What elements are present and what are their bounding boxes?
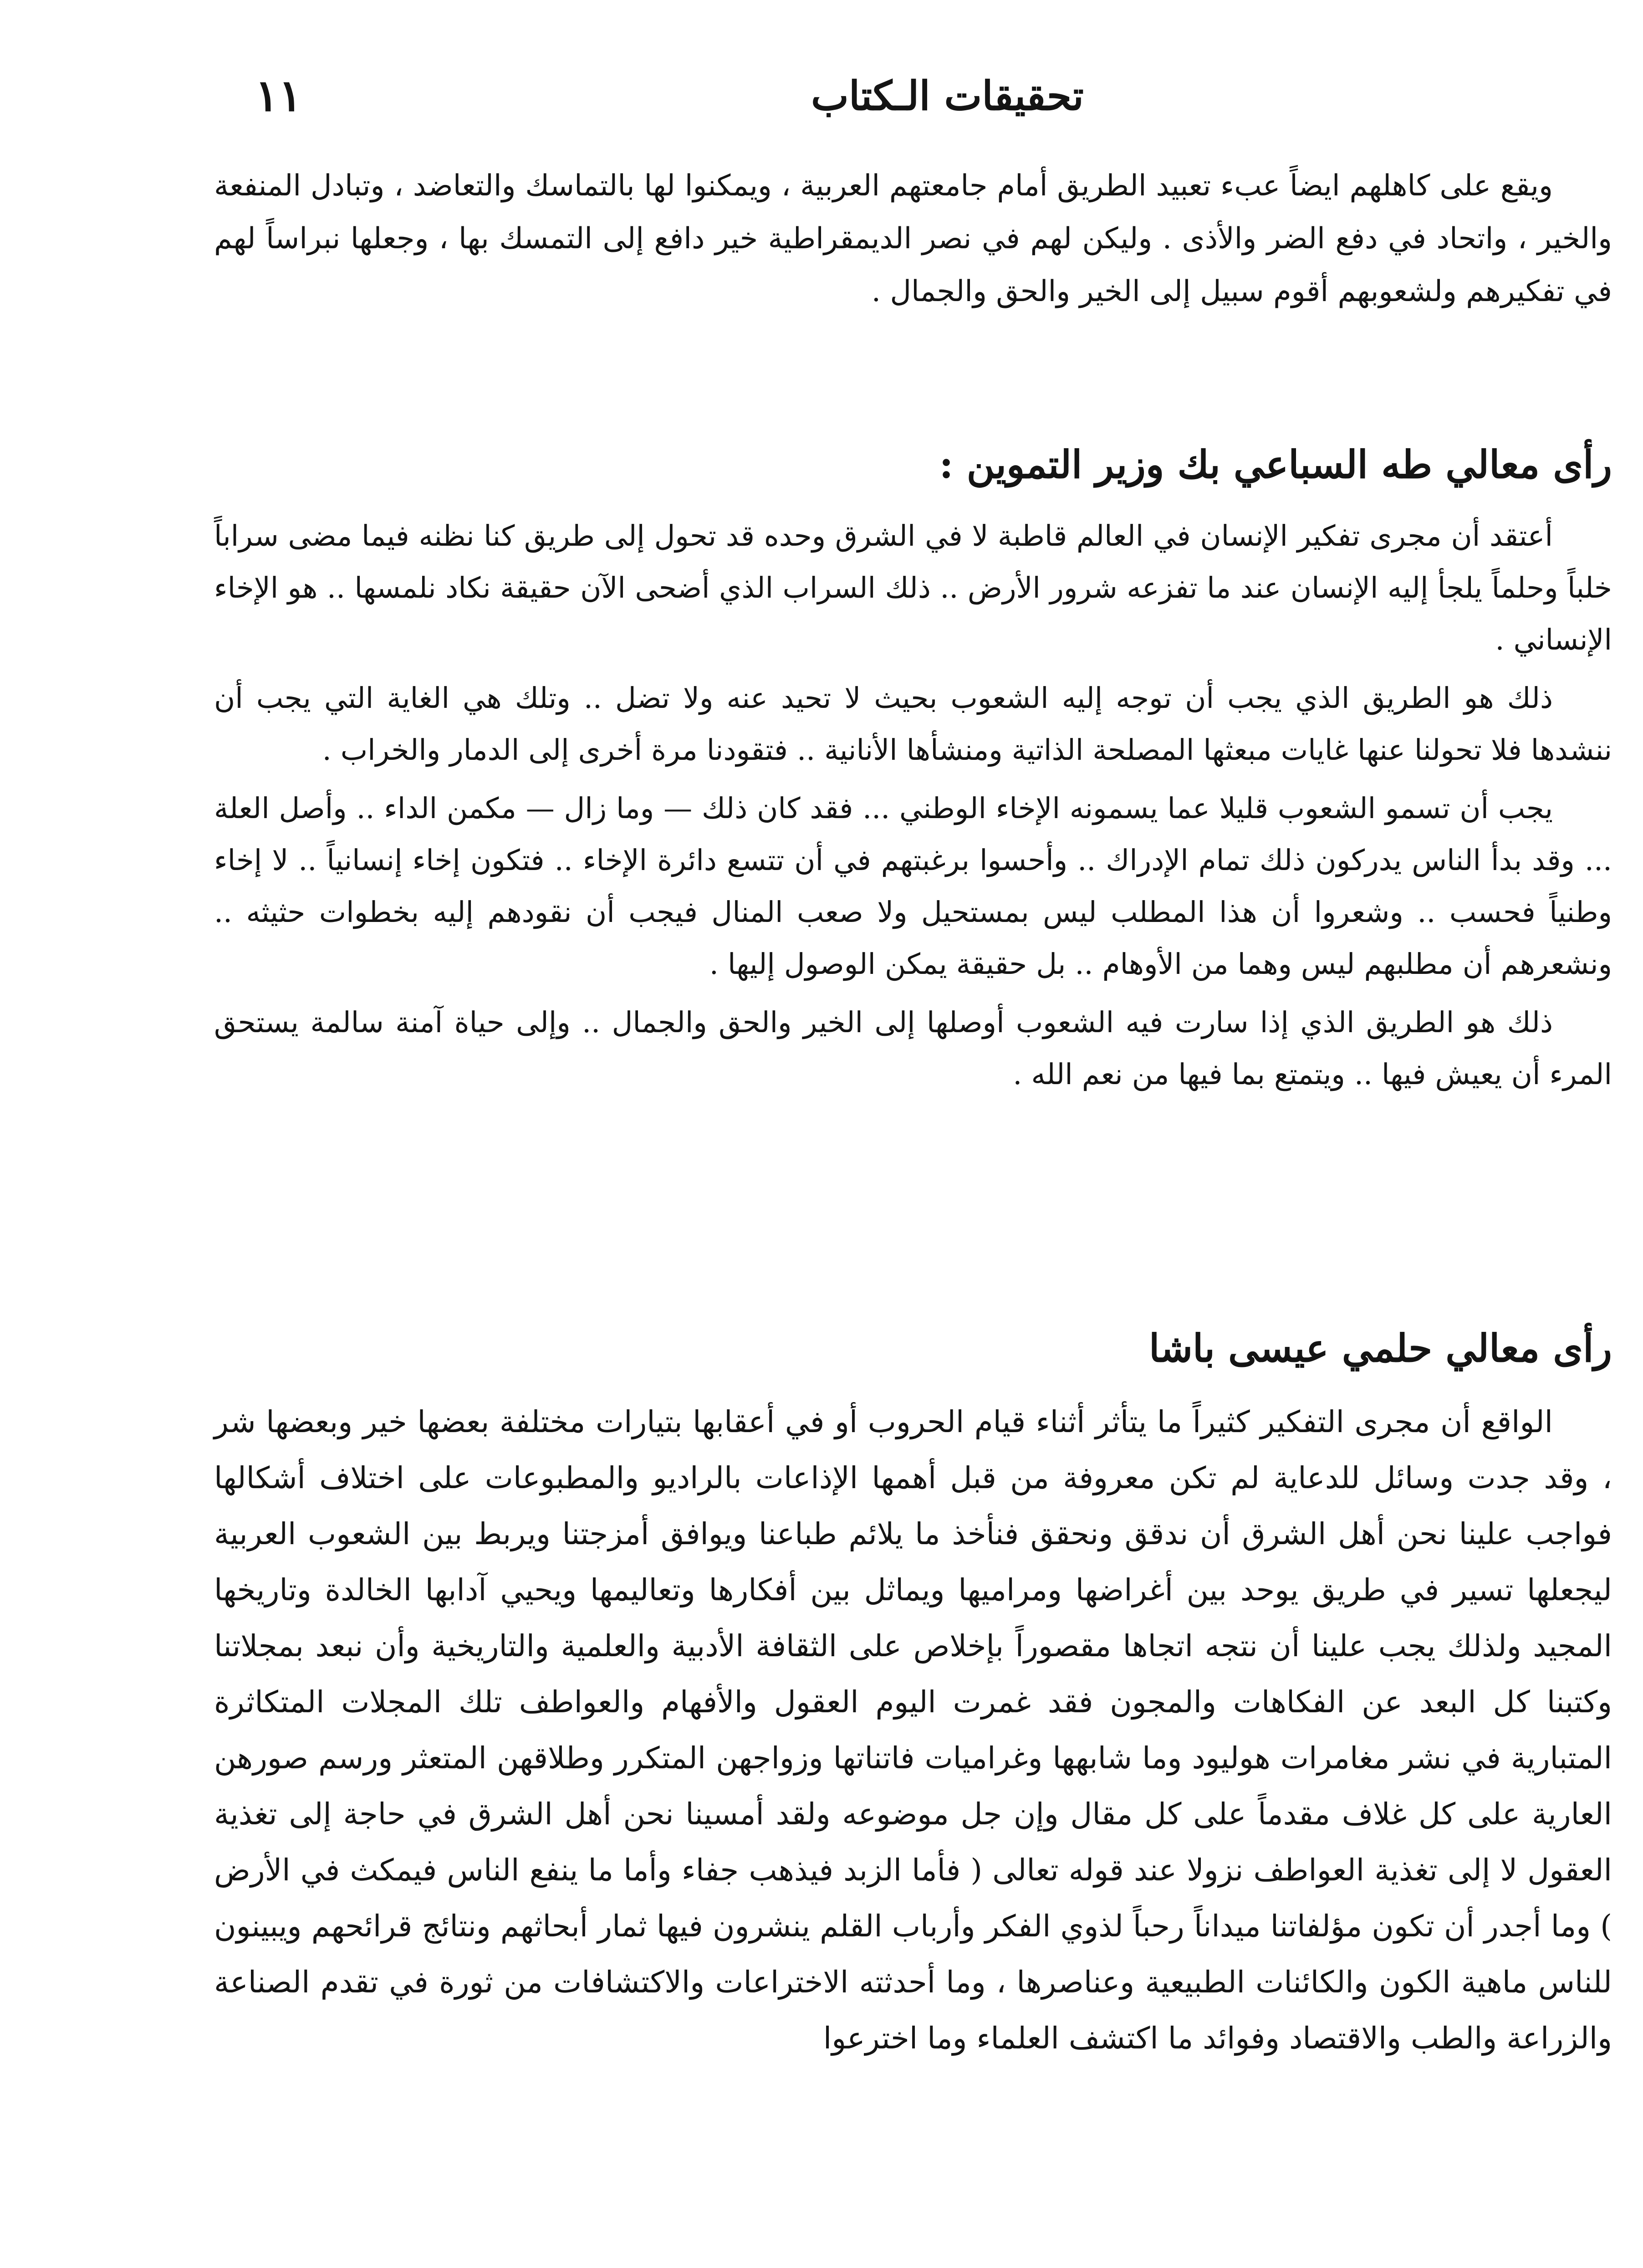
section-heading-taha-elsebaei: رأى معالي طه السباعي بك وزير التموين : [939,442,1612,487]
paragraph: أعتقد أن مجرى تفكير الإنسان في العالم قاطبة لا في الشرق وحده قد تحول إلى طريق كنا نظنه فيما مضى سراباً خلباً وحلماً يلجأ إليه الإنسان عند ما تفزعه شرور الأرض .. ذلك السراب الذي أضحى الآن حقيقة نكاد نلمسها .. هو الإخاء الإنساني . [214,519,1612,656]
paragraph: الواقع أن مجرى التفكير كثيراً ما يتأثر أثناء قيام الحروب أو في أعقابها بتيارات مختلفة بعضها خير وبعضها شر ، وقد جدت وسائل للدعاية لم تكن معروفة من قبل أهمها الإذاعات بالراديو والمطبوعات على اختلاف أشكالها فواجب علينا نحن أهل الشرق أن ندقق ونحقق فنأخذ ما يلائم طباعنا ويوافق أمزجتنا ويربط بين الشعوب العربية ليجعلها تسير في طريق يوحد بين أغراضها ومراميها ويماثل بين أفكارها وتعاليمها ويحيي آدابها الخالدة وتاريخها المجيد ولذلك يجب علينا أن نتجه اتجاها مقصوراً بإخلاص على الثقافة الأدبية والعلمية والتاريخية وأن نبعد بمجلاتنا وكتبنا كل البعد عن الفكاهات والمجون فقد غمرت اليوم العقول والأفهام والعواطف تلك المجلات المتكاثرة المتبارية في نشر مغامرات هوليود وما شابهها وغراميات فاتناتها وزواجهن المتكرر وطلاقهن المتعثر ورسم صورهن العارية على كل غلاف مقدماً على كل مقال وإن جل موضوعه ولقد أمسينا نحن أهل الشرق في حاجة إلى تغذية العقول لا إلى تغذية العواطف نزولا عند قوله تعالى ( فأما الزبد فيذهب جفاء وأما ما ينفع الناس فيمكث في الأرض ) وما أجدر أن تكون مؤلفاتنا ميداناً رحباً لذوي الفكر وأرباب القلم ينشرون فيها ثمار أبحاثهم ونتائج قرائحهم ويبينون للناس ماهية الكون والكائنات الطبيعية وعناصرها ، وما أحدثته الاختراعات والاكتشافات من ثورة في تقدم الصناعة والزراعة والطب والاقتصاد وفوائد ما اكتشف العلماء وما اخترعوا [214,1404,1612,2056]
intro-paragraph: ويقع على كاهلهم ايضاً عبء تعبيد الطريق أمام جامعتهم العربية ، ويمكنوا لها بالتماسك والتعاضد ، وتبادل المنفعة والخير ، واتحاد في دفع الضر والأذى . وليكن لهم في نصر الديمقراطية خير دافع إلى التمسك بها ، وجعلها نبراساً لهم في تفكيرهم ولشعوبهم أقوم سبيل إلى الخير والحق والجمال . [214,169,1612,308]
paragraph: ذلك هو الطريق الذي يجب أن توجه إليه الشعوب بحيث لا تحيد عنه ولا تضل .. وتلك هي الغاية التي يجب أن ننشدها فلا تحولنا عنها غايات مبعثها المصلحة الذاتية ومنشأها الأنانية .. فتقودنا مرة أخرى إلى الدمار والخراب . [214,681,1612,767]
paragraph: يجب أن تسمو الشعوب قليلا عما يسمونه الإخاء الوطني ... فقد كان ذلك — وما زال — مكمن الداء .. وأصل العلة ... وقد بدأ الناس يدركون ذلك تمام الإدراك .. وأحسوا برغبتهم في أن تتسع دائرة الإخاء .. فتكون إخاء إنسانياً .. لا إخاء وطنياً فحسب .. وشعروا أن هذا المطلب ليس بمستحيل ولا صعب المنال فيجب أن نقودهم إليه بخطوات حثيثه .. ونشعرهم أن مطلبهم ليس وهما من الأوهام .. بل حقيقة يمكن الوصول إليها . [214,792,1612,981]
page-number: ١١ [255,70,302,121]
section-helmy-eissa [214,1394,1612,2066]
intro-block [214,159,1612,318]
running-title: تحقيقات الـكتاب [811,72,1084,119]
page-header [255,68,1403,128]
section-taha-elsebaei [214,510,1612,1101]
section-heading-helmy-eissa: رأى معالي حلمي عيسى باشا [1148,1326,1612,1371]
paragraph: ذلك هو الطريق الذي إذا سارت فيه الشعوب أوصلها إلى الخير والحق والجمال .. وإلى حياة آمنة سالمة يستحق المرء أن يعيش فيها .. ويتمتع بما فيها من نعم الله . [214,1006,1612,1091]
